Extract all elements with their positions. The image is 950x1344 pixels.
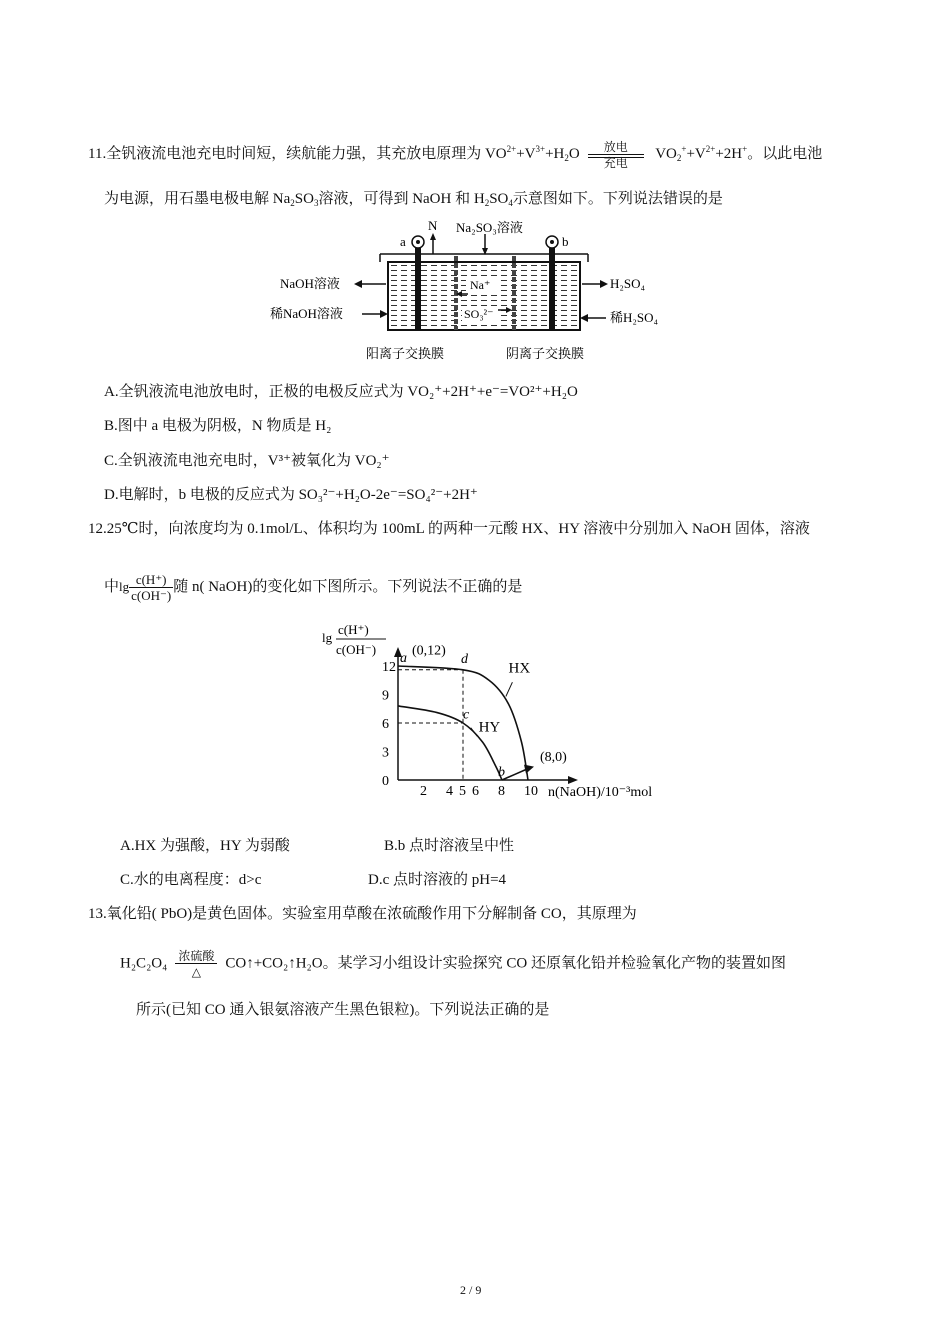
sub: 3 bbox=[313, 198, 319, 208]
label-a: a bbox=[400, 234, 406, 249]
sub: 2 bbox=[564, 153, 569, 163]
fraction-denominator: c(OH⁻) bbox=[131, 588, 172, 604]
arrow-top-label: 放电 bbox=[603, 139, 628, 154]
q13-line1: 13.氧化铅( PbO)是黄色固体。实验室用草酸在浓硫酸作用下分解制备 CO，其原理为 bbox=[88, 906, 637, 922]
sup: 3+ bbox=[535, 144, 546, 154]
label-h2so4-in: 稀H₂SO₄ bbox=[610, 310, 659, 325]
arrow-bottom-label: 充电 bbox=[603, 155, 628, 170]
x-tick-label: 10 bbox=[524, 784, 538, 799]
series-label-hx: HX bbox=[508, 660, 531, 677]
q12-line1: 12.25℃时，向浓度均为 0.1mol/L、体积均为 100mL 的两种一元酸 HX、HY 溶液中分别加入 NaOH 固体，溶液 bbox=[88, 521, 810, 537]
label-na2so3: Na₂SO₃溶液 bbox=[456, 220, 523, 235]
y-tick-label: 12 bbox=[382, 660, 396, 675]
y-axis-label-prefix: lg bbox=[322, 630, 333, 645]
ph-chart bbox=[320, 618, 670, 808]
reversible-arrow bbox=[584, 141, 648, 169]
hy-leader bbox=[471, 728, 478, 737]
label-b: b bbox=[562, 234, 569, 249]
y-tick-label: 6 bbox=[382, 717, 389, 732]
x-axis-label: n(NaOH)/10⁻³mol bbox=[548, 785, 653, 800]
q11-line1 bbox=[88, 139, 822, 169]
sup: + bbox=[681, 144, 687, 154]
q11-text: 。以此电池 bbox=[747, 146, 823, 162]
label-h2so4-out: H₂SO₄ bbox=[610, 276, 646, 291]
sup: + bbox=[742, 144, 748, 154]
q11-option-a: A.全钒液流电池放电时，正极的电极反应式为 VO₂⁺+2H⁺+e⁻=VO²⁺+H₂O bbox=[104, 384, 578, 400]
q11-text: SO bbox=[294, 191, 314, 207]
label-naoh-in: 稀NaOH溶液 bbox=[270, 306, 343, 321]
q12-line2 bbox=[104, 567, 522, 607]
left-arrow-icon bbox=[580, 314, 588, 322]
point-label-c: c bbox=[463, 707, 470, 723]
y-tick-label: 0 bbox=[382, 774, 389, 789]
series-line-hy bbox=[398, 706, 502, 780]
x-axis-arrow-icon bbox=[568, 776, 578, 784]
ratio-fraction bbox=[129, 572, 173, 603]
series-label-hy: HY bbox=[478, 719, 501, 736]
y-tick-label: 9 bbox=[382, 688, 389, 704]
electrode-a bbox=[415, 246, 421, 330]
electrolysis-diagram bbox=[270, 218, 690, 368]
annotation-origin12: (0,12) bbox=[412, 643, 446, 659]
q13-line2 bbox=[120, 950, 786, 978]
label-naoh-out: NaOH溶液 bbox=[280, 276, 340, 291]
q11-line2 bbox=[104, 189, 723, 213]
electrode-b bbox=[549, 246, 555, 330]
q11-text: +V bbox=[516, 146, 536, 162]
q11-option-b: B.图中 a 电极为阴极，N 物质是 H₂ bbox=[104, 418, 332, 434]
q11-option-d: D.电解时，b 电极的反应式为 SO₃²⁻+H₂O-2e⁻=SO₄²⁻+2H⁺ bbox=[104, 487, 478, 503]
y-axis-label-num: c(H⁺) bbox=[338, 622, 369, 637]
q12-option-b: B.b 点时溶液呈中性 bbox=[384, 838, 515, 854]
q11-option-c: C.全钒液流电池充电时，V³⁺被氧化为 VO₂⁺ bbox=[104, 453, 390, 469]
x-tick-label: 2 bbox=[420, 784, 427, 799]
q11-text: +V bbox=[686, 146, 706, 162]
x-tick-label: 5 bbox=[459, 784, 466, 799]
up-arrow-icon bbox=[430, 233, 436, 240]
q11-text: 为电源，用石墨电极电解 Na bbox=[104, 191, 291, 207]
tail-arrow-icon bbox=[524, 765, 534, 774]
label-cation-membrane: 阳离子交换膜 bbox=[366, 346, 445, 361]
q12-text: 中 bbox=[104, 579, 120, 595]
sup: 2+ bbox=[705, 144, 716, 154]
q12-option-a: A.HX 为强酸，HY 为弱酸 bbox=[120, 838, 290, 854]
hx-leader bbox=[506, 682, 513, 696]
annotation-80: (8,0) bbox=[540, 750, 567, 765]
label-n: N bbox=[428, 218, 438, 233]
sub: 2 bbox=[290, 198, 295, 208]
q12-option-d: D.c 点时溶液的 pH=4 bbox=[368, 872, 507, 888]
x-tick-label: 6 bbox=[472, 784, 479, 799]
sup: 2+ bbox=[506, 144, 517, 154]
arrow-bottom-label: △ bbox=[191, 965, 201, 979]
x-tick-label: 8 bbox=[498, 784, 505, 799]
q11-text: SO bbox=[489, 191, 509, 207]
fraction-numerator: c(H⁺) bbox=[129, 572, 173, 588]
q11-text: VO bbox=[651, 146, 677, 162]
q11-text: 示意图如下。下列说法错误的是 bbox=[512, 191, 723, 207]
q11-text: 11.全钒液流电池充电时间短，续航能力强，其充放电原理为 VO bbox=[88, 146, 507, 162]
lg-prefix: lg bbox=[119, 579, 130, 594]
q12-option-c: C.水的电离程度：d>c bbox=[120, 872, 262, 888]
label-anion-membrane: 阴离子交换膜 bbox=[506, 346, 585, 361]
arrow-top-label: 浓硫酸 bbox=[178, 949, 215, 963]
label-na-ion: Na⁺ bbox=[470, 278, 491, 292]
q13-line3: 所示(已知 CO 通入银氨溶液产生黑色银粒)。下列说法正确的是 bbox=[136, 1002, 550, 1018]
sub: 2 bbox=[484, 198, 490, 208]
sub: 4 bbox=[508, 198, 513, 208]
label-so3-ion: SO₃²⁻ bbox=[464, 307, 494, 321]
reaction-arrow bbox=[171, 950, 221, 978]
point-label-a: a bbox=[400, 651, 407, 667]
y-axis-label-den: c(OH⁻) bbox=[336, 642, 377, 657]
right-arrow-icon bbox=[600, 280, 608, 288]
right-arrow-icon bbox=[380, 310, 388, 318]
point-label-b: b bbox=[498, 765, 505, 780]
q13-text: CO↑+CO₂↑H₂O。某学习小组设计实验探究 CO 还原氧化铅并检验氧化产物的装置如图 bbox=[225, 955, 786, 972]
point-label-d: d bbox=[461, 652, 468, 668]
y-tick-label: 3 bbox=[382, 745, 389, 761]
q11-text: 溶液，可得到 NaOH 和 H bbox=[318, 191, 485, 207]
q11-text: O bbox=[568, 146, 580, 162]
sub: 2 bbox=[676, 153, 682, 163]
q12-text: 随 n( NaOH)的变化如下图所示。下列说法不正确的是 bbox=[173, 579, 523, 595]
q13-text: H₂C₂O₄ bbox=[120, 955, 168, 972]
x-tick-label: 4 bbox=[446, 784, 453, 799]
q11-text: +2H bbox=[715, 146, 743, 162]
page-number: 2 / 9 bbox=[460, 1283, 482, 1297]
series-line-tail bbox=[502, 769, 528, 780]
q11-text: +H bbox=[545, 146, 565, 162]
left-arrow-icon bbox=[354, 280, 362, 288]
